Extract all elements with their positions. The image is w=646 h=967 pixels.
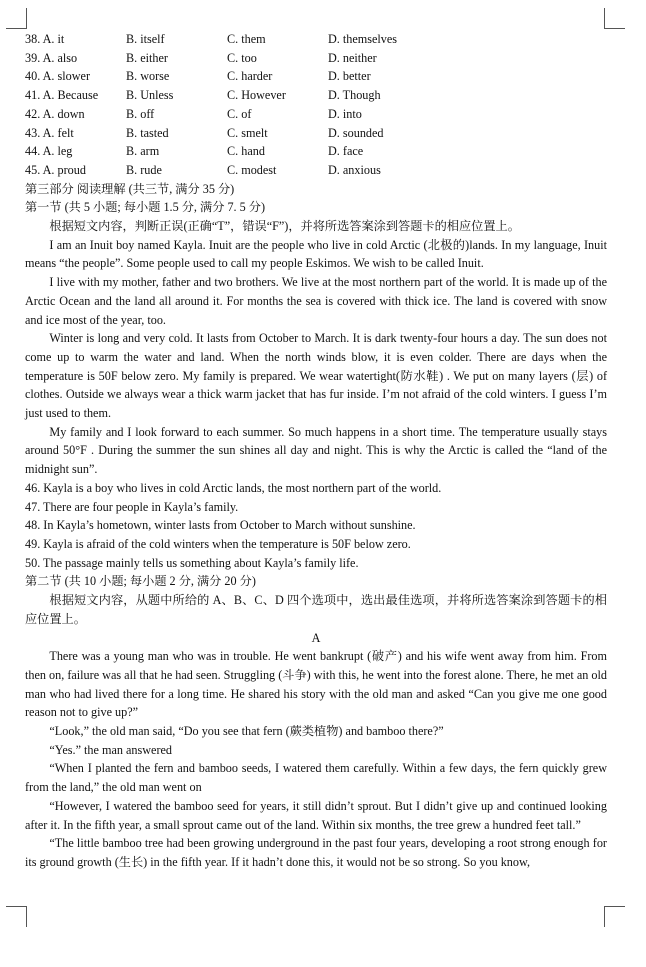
option-c: C. them xyxy=(227,32,266,46)
option-d: D. face xyxy=(328,144,364,159)
option-a: 40. A. slower xyxy=(25,69,90,84)
option-d: D. anxious xyxy=(328,162,381,177)
true-false-statement: 49. Kayla is afraid of the cold winters when the temperature is 50F below zero. xyxy=(25,536,411,551)
option-c: C. smelt xyxy=(227,125,268,140)
true-false-statement: 46. Kayla is a boy who lives in cold Arctic lands, the most northern part of the world. xyxy=(25,480,442,495)
option-b: B. tasted xyxy=(126,125,169,140)
passage-paragraph: There was a young man who was in trouble. He went bankrupt (破产) and his wife went away from him. From then on, failure was all that he had seen. Struggling (斗争) with this, he went into the forest alone. There, he met an old man who had lived there for a long time. He shared his story with the old man and asked “Can you give me one good reason not to give up?” xyxy=(25,649,607,720)
option-a: 39. A. also xyxy=(25,50,78,65)
section-instruction: 根据短文内容，从题中所给的 A、B、C、D 四个选项中，选出最佳选项，并将所选答案涂到答题卡的相应位置上。 xyxy=(25,593,607,626)
section-heading: 第二节 (共 10 小题; 每小题 2 分, 满分 20 分) xyxy=(25,574,256,589)
option-c: C. harder xyxy=(227,69,273,84)
passage-paragraph: “Look,” the old man said, “Do you see that fern (蕨类植物) and bamboo there?” xyxy=(49,724,444,739)
option-d: D. better xyxy=(328,69,371,84)
section-heading: 第一节 (共 5 小题; 每小题 1.5 分, 满分 7. 5 分) xyxy=(25,200,266,215)
corner-crop-mark-top-right xyxy=(604,8,625,29)
passage-paragraph: “Yes.” the man answered xyxy=(49,742,173,757)
option-d: D. neither xyxy=(328,50,377,65)
corner-crop-mark-bottom-right xyxy=(604,906,625,927)
option-c: C. hand xyxy=(227,144,265,159)
option-a: 38. A. it xyxy=(25,32,65,46)
passage-label: A xyxy=(311,630,321,645)
option-d: D. themselves xyxy=(328,32,398,46)
option-a: 45. A. proud xyxy=(25,162,86,177)
passage-paragraph: Winter is long and very cold. It lasts from October to March. It is dark twenty-four hours a day. The sun does not come up to warm the water and land. When the north winds blow, it is even colder. There are days when the temperature is 50F below zero. My family is prepared. We wear watertight(防水鞋) . We put on many layers (层) of clothes. Outside we always wear a thick warm jacket that has fur inside. I’m not afraid of the cold winters. I guess I’m just used to them. xyxy=(25,331,607,421)
corner-crop-mark-top-left xyxy=(6,8,27,29)
question-options-row xyxy=(25,49,607,68)
corner-crop-mark-bottom-left xyxy=(6,906,27,927)
option-b: B. either xyxy=(126,50,168,65)
option-a: 41. A. Because xyxy=(25,88,99,103)
passage-paragraph: I live with my mother, father and two brothers. We live at the most northern part of the world. It is made up of the Arctic Ocean and the land all around it. For months the sea is covered with thick ice. The land is covered with snow and ice most of the year, too. xyxy=(25,275,607,327)
question-options-row xyxy=(25,161,607,180)
option-c: C. of xyxy=(227,106,252,121)
question-options-row xyxy=(25,86,607,105)
question-options-row xyxy=(25,30,607,49)
section-instruction: 根据短文内容，判断正误(正确“T”，错误“F”)，并将所选答案涂到答题卡的相应位置上。 xyxy=(49,219,520,234)
exam-page-content xyxy=(25,30,607,872)
passage-paragraph: “When I planted the fern and bamboo seeds, I watered them carefully. Within a few days, the fern quickly grew from the land,” the old man went on xyxy=(25,761,607,795)
option-a: 44. A. leg xyxy=(25,144,73,159)
option-a: 42. A. down xyxy=(25,106,85,121)
option-b: B. rude xyxy=(126,162,162,177)
cloze-options-list xyxy=(25,30,607,180)
question-options-row xyxy=(25,67,607,86)
part-heading: 第三部分 阅读理解 (共三节, 满分 35 分) xyxy=(25,181,235,196)
true-false-statement: 48. In Kayla’s hometown, winter lasts from October to March without sunshine. xyxy=(25,518,416,533)
option-b: B. worse xyxy=(126,69,170,84)
true-false-statement: 50. The passage mainly tells us something about Kayla’s family life. xyxy=(25,555,359,570)
passage-paragraph: I am an Inuit boy named Kayla. Inuit are the people who live in cold Arctic (北极的)lands. In my language, Inuit means “the people”. Some people used to call my people Eskimos. We wish to be called Inuit. xyxy=(25,237,607,271)
option-b: B. Unless xyxy=(126,88,174,103)
option-d: D. into xyxy=(328,106,362,121)
passage-paragraph: “The little bamboo tree had been growing underground in the past four years, developing a root strong enough for its ground growth (生长) in the fifth year. If it hadn’t done this, it would not be so strong. So you know, xyxy=(25,836,607,869)
question-options-row xyxy=(25,105,607,124)
option-b: B. itself xyxy=(126,32,165,46)
true-false-statement: 47. There are four people in Kayla’s family. xyxy=(25,499,239,514)
option-a: 43. A. felt xyxy=(25,125,74,140)
option-b: B. off xyxy=(126,106,155,121)
question-options-row xyxy=(25,124,607,143)
question-options-row xyxy=(25,142,607,161)
option-d: D. Though xyxy=(328,88,381,103)
option-c: C. However xyxy=(227,88,286,103)
option-d: D. sounded xyxy=(328,125,384,140)
passage-paragraph: My family and I look forward to each summer. So much happens in a short time. The temperature usually stays around 50°F . During the summer the sun shines all day and night. This is why the Arctic is called the “land of the midnight sun”. xyxy=(25,424,607,477)
option-b: B. arm xyxy=(126,144,160,159)
option-c: C. modest xyxy=(227,162,277,177)
option-c: C. too xyxy=(227,50,257,65)
passage-paragraph: “However, I watered the bamboo seed for years, it still didn’t sprout. But I didn’t give up and continued looking after it. In the fifth year, a small sprout came out of the land. Within six months, the tree grew a hundred feet tall.” xyxy=(25,798,607,832)
